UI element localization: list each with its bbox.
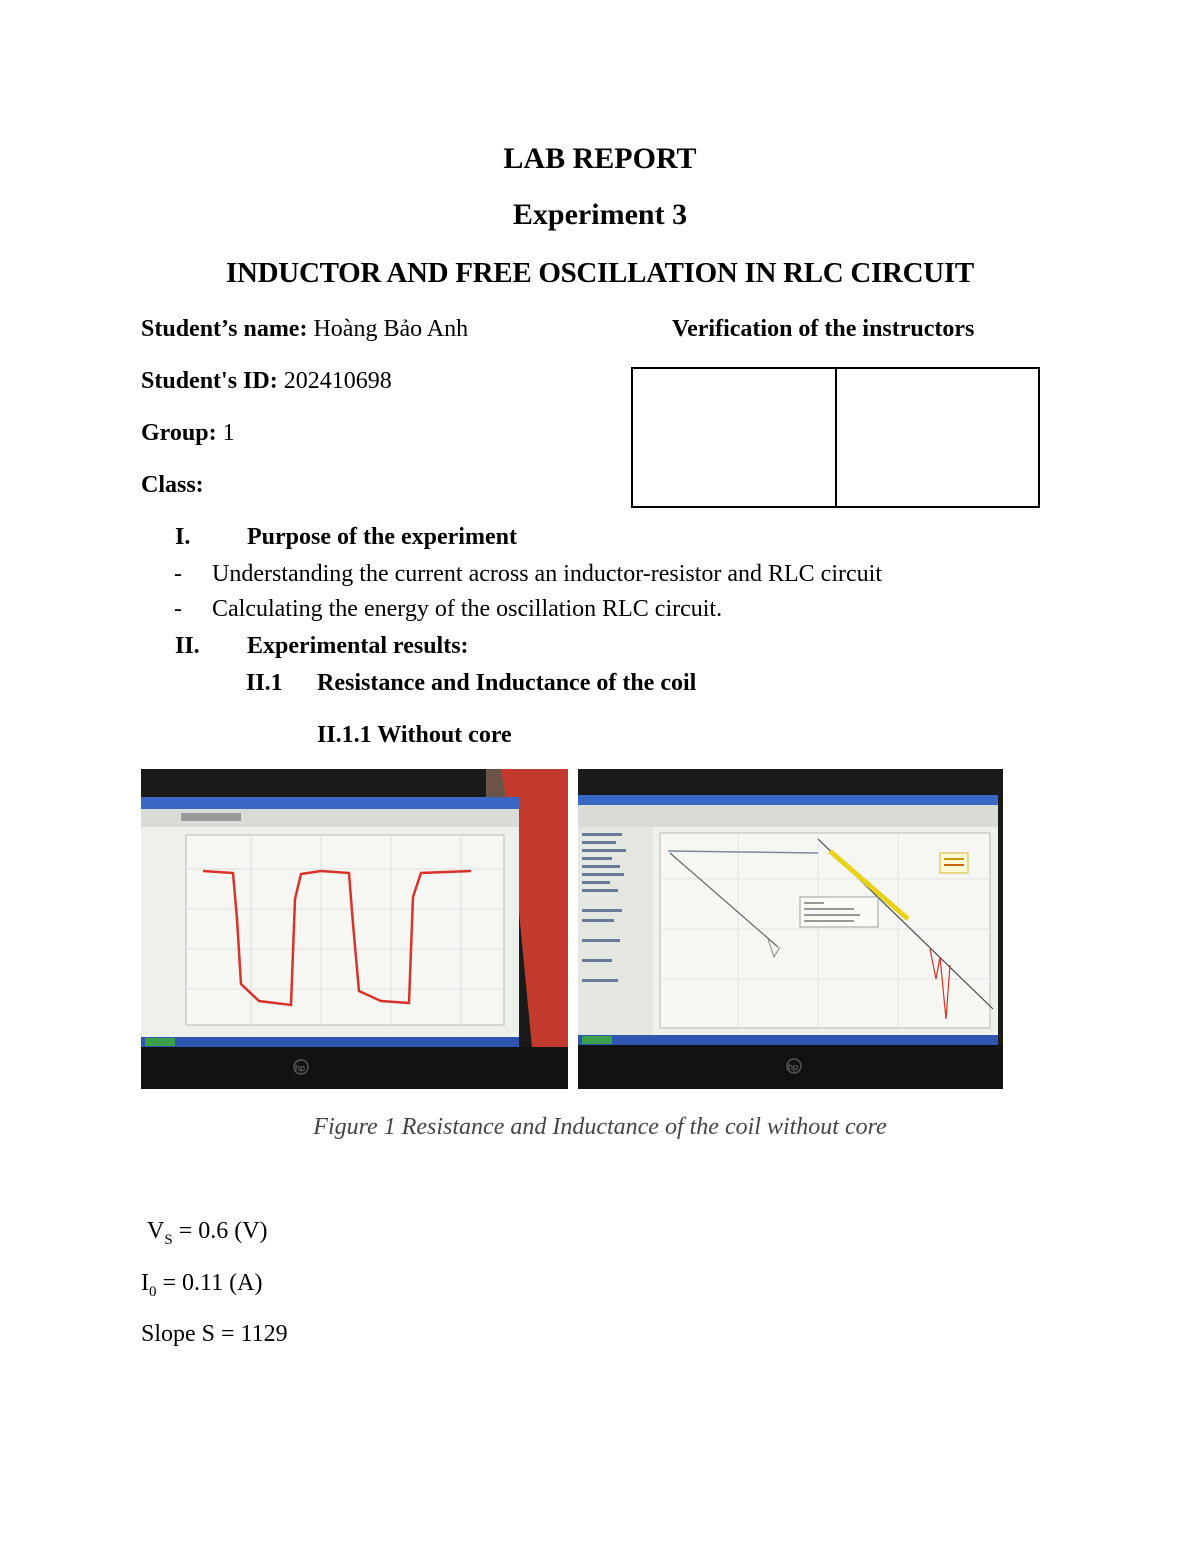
measurement-vs (147, 1218, 268, 1249)
i0-subscript: 0 (149, 1283, 157, 1300)
section-1-heading (175, 524, 517, 551)
bullet-item (174, 561, 1074, 591)
section-1-number: I. (175, 524, 191, 550)
bullet-marker: - (174, 596, 182, 622)
section-2-1-1-heading: II.1.1 Without core (317, 722, 512, 748)
vs-subscript: S (164, 1231, 173, 1248)
student-id-field (141, 368, 392, 395)
section-2-number: II. (175, 633, 200, 659)
class-label: Class: (141, 472, 204, 498)
section-2-heading (175, 633, 469, 660)
section-2-1-title: Resistance and Inductance of the coil (317, 670, 697, 696)
group-field (141, 420, 235, 447)
verification-cell-2 (835, 369, 1039, 506)
verification-title: Verification of the instructors (672, 316, 975, 342)
vs-symbol: V (147, 1218, 165, 1244)
student-name-value: Hoàng Bảo Anh (313, 316, 469, 342)
section-2-1-heading (246, 670, 696, 697)
linear-fit-screen-image (578, 769, 1003, 1089)
section-2-1-number: II.1 (246, 670, 283, 696)
report-title: LAB REPORT (503, 142, 697, 175)
i0-value: = 0.11 (A) (156, 1270, 263, 1296)
measurement-slope: Slope S = 1129 (141, 1321, 288, 1347)
bullet-text: Calculating the energy of the oscillation RLC circuit. (212, 596, 723, 622)
experiment-number: Experiment 3 (512, 198, 688, 231)
student-id-value: 202410698 (283, 368, 392, 394)
group-label: Group: (141, 420, 217, 446)
monitor-brand-right: hp (788, 1062, 799, 1072)
square-wave-screen-image (141, 769, 568, 1089)
photo-linear-fit (578, 769, 1003, 1089)
i0-symbol: I (141, 1270, 149, 1296)
student-id-label: Student's ID: (141, 368, 278, 394)
experiment-subtitle: INDUCTOR AND FREE OSCILLATION IN RLC CIRCUIT (226, 257, 974, 289)
monitor-brand-left: hp (295, 1063, 306, 1073)
photo-square-wave (141, 769, 568, 1089)
student-name-label: Student’s name: (141, 316, 308, 342)
figure-caption: Figure 1 Resistance and Inductance of the coil without core (313, 1114, 887, 1140)
section-1-title: Purpose of the experiment (247, 524, 517, 550)
bullet-item (174, 596, 1074, 626)
bullet-text: Understanding the current across an inductor-resistor and RLC circuit (212, 561, 882, 587)
group-value: 1 (222, 420, 235, 446)
vs-value: = 0.6 (V) (172, 1218, 268, 1244)
bullet-marker: - (174, 561, 182, 587)
measurement-i0 (141, 1270, 262, 1301)
student-name-field (141, 316, 468, 343)
verification-box (631, 367, 1040, 508)
section-2-title: Experimental results: (247, 633, 469, 659)
verification-cell-1 (633, 369, 835, 506)
class-field (141, 472, 204, 499)
